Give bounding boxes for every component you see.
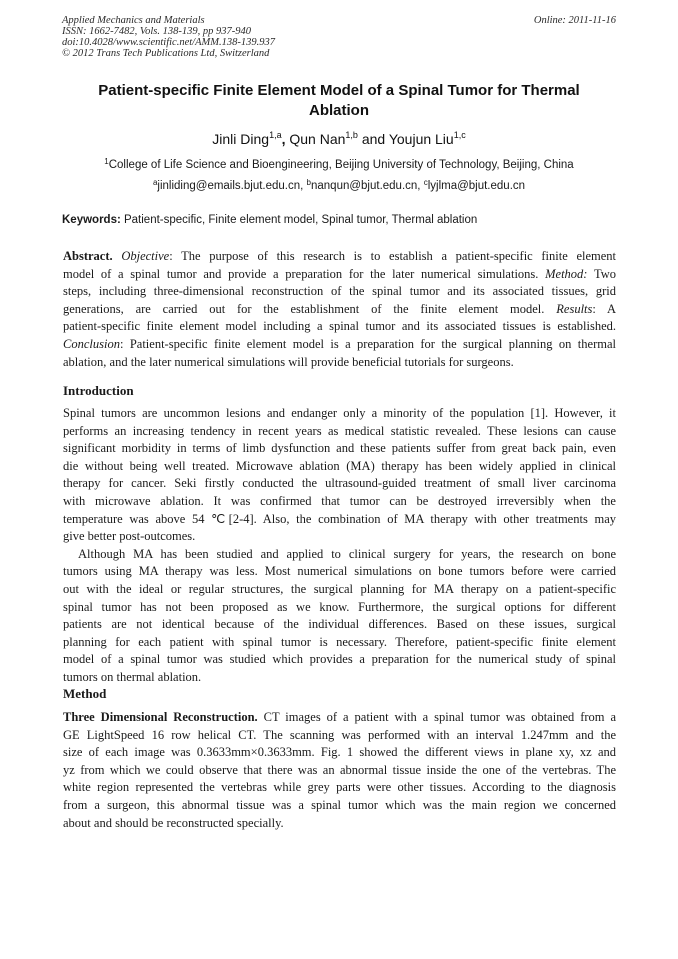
abstract-line: patient-specific finite element model including a spinal tumor and its associated tissues is established. [63,319,616,334]
objective-label: Objective [121,249,170,263]
intro-line: Spinal tumors are uncommon lesions and endanger only a minority of the population [1]. However, it [63,406,616,420]
online-date: Online: 2011-11-16 [533,15,616,26]
abstract [63,248,616,371]
author-emails [62,179,616,193]
keywords-text: Patient-specific, Finite element model, Spinal tumor, Thermal ablation [120,214,478,226]
intro-line: with microwave ablation. It was confirmed that tumor can be destroyed irreversibly when the [63,493,616,508]
author-separator: , [281,131,290,147]
email-link[interactable]: nanqun@bjut.edu.cn, [310,180,424,192]
journal-issn: ISSN: 1662-7482, Vols. 138-139, pp 937-940 [62,26,251,37]
intro-line: temperature was above 54 ℃[2-4]. Also, the combination of MA therapy with other treatments may [63,511,616,526]
affiliation-mark: 1 [104,157,109,166]
author-name: Jinli Ding [212,131,270,147]
intro-line: out with the ideal or regular structures, the surgical planning for MA therapy on a patient-specific [63,581,616,596]
paper-title [62,81,616,121]
intro-line: model of a spinal tumor was studied which provides a preparation for the numerical study of spinal [63,652,616,667]
intro-line: die without being well treated. Microwave ablation (MA) therapy has been widely applied in clinical [63,458,616,473]
conclusion-label: Conclusion [63,336,120,351]
email-mark: b [306,178,311,187]
author-list [62,130,616,148]
introduction-body [63,405,616,687]
abstract-line: Conclusion: Patient-specific finite element model is a preparation for the surgical planning on thermal [63,336,616,351]
intro-line: planning for each patient with spinal tumor is necessary. Therefore, patient-specific finite element [63,634,616,649]
intro-line: give better post-outcomes. [63,529,196,544]
journal-name: Applied Mechanics and Materials [62,15,205,26]
author-name: Qun Nan [289,131,346,147]
email-mark: a [152,178,158,187]
journal-copyright: © 2012 Trans Tech Publications Ltd, Switzerland [62,48,270,59]
keywords [62,213,618,227]
title-line-2: Ablation [309,102,369,119]
method-line: Three Dimensional Reconstruction. CT images of a patient with a spinal tumor was obtained from a [63,710,616,724]
intro-line: tumors on thermal ablation. [63,669,202,684]
abstract-line: Abstract. Objective: The purpose of this research is to establish a patient-specific finite element [63,249,617,263]
method-line: yz from which we could observe that there was an abnormal tissue inside the one of the vertebras. The [63,762,616,777]
intro-line: therapy for cancer. Seki firstly conducted the ultrasound-guided treatment of small liver carcinoma [63,476,616,491]
email-mark: c [423,178,428,187]
journal-header [62,15,275,59]
author-affil-mark: 1,b [345,130,358,140]
email-link[interactable]: lyjlma@bjut.edu.cn [427,180,526,192]
intro-line: significant morbidity in terms of limb dysfunction and these patients suffer from great back pain, even [63,441,616,456]
results-label: Results [556,301,593,316]
method-label: Method: [545,266,588,281]
abstract-label: Abstract. [63,249,113,263]
affiliation [62,158,616,172]
email-link[interactable]: jinliding@emails.bjut.edu.cn, [157,180,307,192]
method-heading: Method [63,686,107,701]
abstract-line: generations, are carried out for the establishment of the finite element model. Results: A [63,301,617,316]
abstract-line: model of a spinal tumor and provide a preparation for the later numerical simulations. Method: Two [63,266,616,281]
abstract-line: steps, including three-dimensional reconstruction of the spinal tumor and its associated tissues, grid [63,284,616,299]
method-line: about and should be reconstructed specially. [63,815,284,830]
method-body [63,709,616,832]
abstract-line: ablation, and the later numerical simulations will provide beneficial tutorials for surgeons. [63,354,514,369]
keywords-label: Keywords: [62,214,121,226]
intro-line: tumors using MA therapy was less. Most numerical simulations on bone tumors before were carried [63,564,616,579]
method-line: size of each image was 0.3633mm×0.3633mm. Fig. 1 showed the different views in plane xy, xz and [63,745,616,760]
method-line: white region represented the vertebras while grey parts were other tissues. According to the diagnosis [63,780,616,795]
author-affil-mark: 1,a [269,130,282,140]
method-subheading: Three Dimensional Reconstruction. [63,710,258,724]
intro-line: patients are not identical because of the individual differences. Based on these issues, surgical [63,617,616,632]
author-separator: and [357,131,389,147]
intro-line: spinal tumor has not been proposed as we know. Furthermore, the surgical options for different [63,599,616,614]
author-name: Youjun Liu [388,131,454,147]
intro-line: Although MA has been studied and applied to clinical surgery for years, the research on bone [78,546,616,561]
title-line-1: Patient-specific Finite Element Model of a Spinal Tumor for Thermal [98,82,580,99]
affiliation-text: College of Life Science and Bioengineering, Beijing University of Technology, Beijing, China [108,159,574,171]
introduction-heading: Introduction [63,383,134,398]
journal-doi: doi:10.4028/www.scientific.net/AMM.138-139.937 [62,37,275,48]
author-affil-mark: 1,c [453,130,466,140]
method-line: GE LightSpeed 16 row helical CT. The scanning was performed with an interval 1.247mm and the [63,727,616,742]
intro-line: performs an increasing tendency in recent years as medical statistic revealed. These lesions can cause [63,423,616,438]
method-line: from a surgeon, this abnormal tissue was a spinal tumor which was the main region we concerned [63,797,616,812]
